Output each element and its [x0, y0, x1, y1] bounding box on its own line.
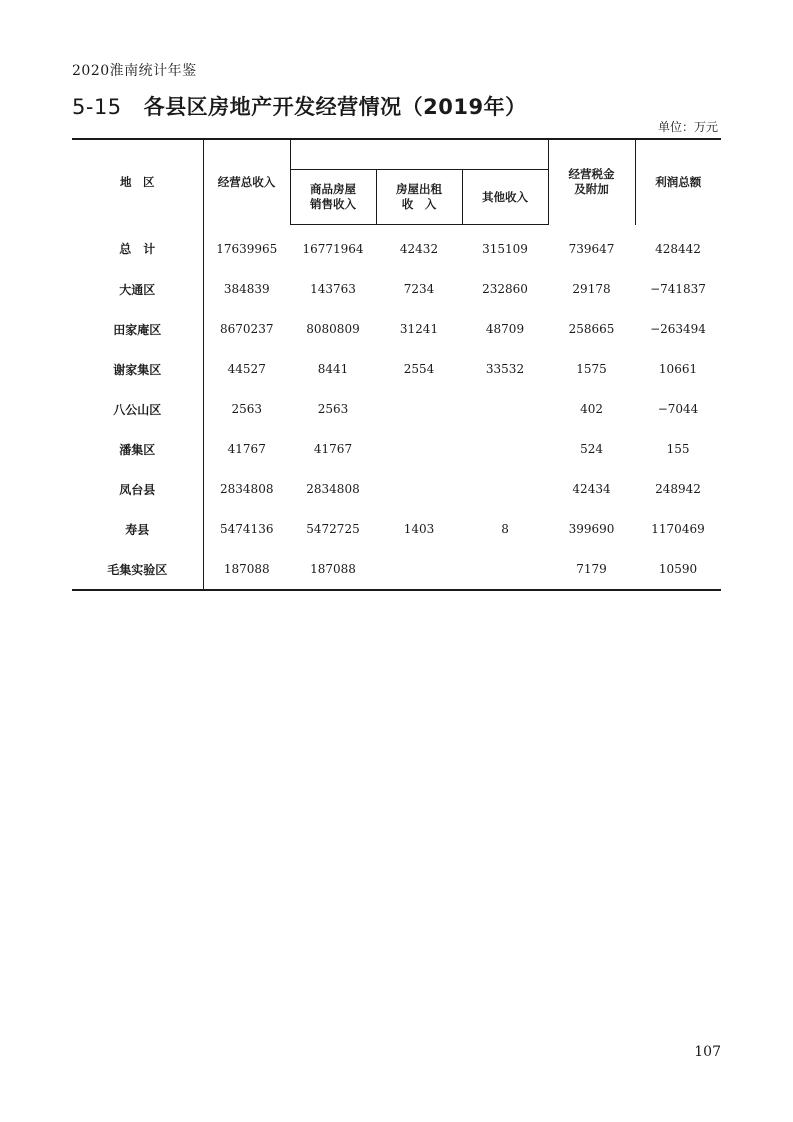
cell-other-income: 48709 — [485, 322, 525, 336]
cell-tax: 402 — [580, 402, 603, 416]
header-income-group-spacer — [290, 139, 548, 170]
header-region: 地 区 — [72, 139, 203, 225]
cell-sales-income: 5472725 — [306, 522, 360, 536]
cell-rent-income: 31241 — [399, 322, 439, 336]
cell-sales-income: 41767 — [313, 442, 353, 456]
cell-sales-income: 187088 — [290, 549, 376, 590]
cell-region: 凤台县 — [72, 469, 203, 509]
cell-profit: 10661 — [658, 362, 698, 376]
header-sales-income: 商品房屋 销售收入 — [290, 170, 376, 225]
table-row — [72, 349, 721, 389]
cell-profit: 10590 — [635, 549, 721, 590]
cell-rent-income — [376, 469, 462, 509]
cell-total-income: 8670237 — [220, 322, 274, 336]
cell-sales-income: 2834808 — [306, 482, 360, 496]
cell-profit: −741837 — [650, 282, 706, 296]
cell-profit: 1170469 — [651, 522, 705, 536]
header-tax — [548, 139, 635, 225]
table-row — [72, 269, 721, 309]
cell-rent-income: 42432 — [399, 242, 439, 256]
unit-note: 单位：万元 — [657, 120, 718, 134]
cell-tax: 739647 — [568, 241, 615, 256]
cell-other-income — [462, 429, 548, 469]
page-number: 107 — [694, 1044, 721, 1060]
cell-region: 总 计 — [72, 225, 203, 270]
cell-total-income: 17639965 — [216, 241, 278, 256]
cell-total-income: 44527 — [227, 362, 266, 376]
table-row — [72, 469, 721, 509]
cell-profit: 155 — [666, 442, 690, 456]
statistics-table-container — [72, 138, 721, 591]
table-row — [72, 225, 721, 270]
cell-other-income: 315109 — [482, 242, 528, 256]
cell-total-income: 187088 — [203, 549, 290, 590]
cell-total-income: 41767 — [227, 442, 266, 456]
cell-other-income: 8 — [501, 522, 509, 536]
cell-tax: 524 — [580, 442, 603, 456]
table-row — [72, 549, 721, 590]
cell-profit: 248942 — [655, 482, 701, 496]
cell-region: 谢家集区 — [72, 349, 203, 389]
cell-sales-income: 16771964 — [302, 242, 364, 256]
table-body — [72, 225, 721, 591]
cell-other-income — [462, 469, 548, 509]
cell-tax: 399690 — [568, 522, 615, 536]
cell-rent-income: 7234 — [403, 282, 435, 296]
header-total-income: 经营总收入 — [203, 139, 290, 225]
cell-sales-income: 2563 — [317, 402, 349, 416]
cell-other-income: 33532 — [485, 362, 525, 376]
cell-other-income — [462, 549, 548, 590]
header-tax-line1: 经营税金 及附加 — [568, 167, 615, 197]
cell-region: 八公山区 — [72, 389, 203, 429]
cell-tax: 29178 — [572, 282, 611, 296]
cell-tax: 42434 — [572, 482, 611, 496]
header-profit: 利润总额 — [635, 139, 721, 225]
cell-rent-income — [376, 389, 462, 429]
cell-region: 大通区 — [72, 269, 203, 309]
cell-region: 寿县 — [72, 509, 203, 549]
cell-profit: −263494 — [650, 322, 706, 336]
cell-rent-income — [376, 429, 462, 469]
cell-total-income: 384839 — [223, 282, 270, 296]
table-row — [72, 309, 721, 349]
header-other-income: 其他收入 — [462, 170, 548, 225]
cell-sales-income: 8441 — [317, 362, 349, 376]
cell-total-income: 2563 — [231, 402, 263, 416]
cell-total-income: 5474136 — [220, 522, 274, 536]
cell-region: 毛集实验区 — [72, 549, 203, 590]
cell-profit: 428442 — [655, 241, 701, 256]
cell-region: 潘集区 — [72, 429, 203, 469]
table-row — [72, 429, 721, 469]
cell-tax: 7179 — [548, 549, 635, 590]
cell-rent-income — [376, 549, 462, 590]
table-title-text: 各县区房地产开发经营情况（2019年） — [143, 95, 527, 119]
table-row — [72, 389, 721, 429]
cell-region: 田家庵区 — [72, 309, 203, 349]
running-head: 2020淮南统计年鉴 — [72, 63, 197, 79]
cell-other-income: 232860 — [482, 282, 528, 296]
header-rent-income: 房屋出租 收 入 — [376, 170, 462, 225]
cell-rent-income: 2554 — [403, 362, 435, 376]
cell-rent-income: 1403 — [403, 522, 435, 536]
table-row — [72, 509, 721, 549]
cell-total-income: 2834808 — [220, 482, 274, 496]
cell-tax: 1575 — [576, 362, 607, 376]
cell-tax: 258665 — [568, 322, 615, 336]
cell-profit: −7044 — [657, 402, 699, 416]
cell-other-income — [462, 389, 548, 429]
table-number: 5-15 — [72, 95, 122, 119]
cell-sales-income: 143763 — [310, 282, 356, 296]
cell-sales-income: 8080809 — [306, 322, 360, 336]
table-title — [72, 91, 527, 121]
statistics-table — [72, 138, 721, 591]
